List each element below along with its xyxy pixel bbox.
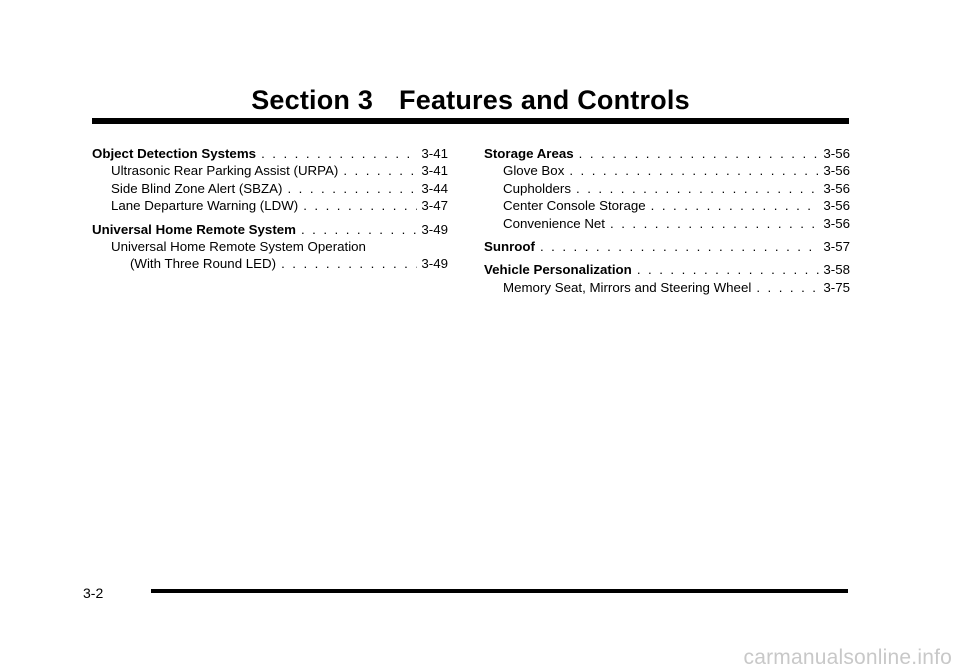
dot-leader bbox=[301, 221, 417, 238]
dot-leader bbox=[756, 279, 819, 296]
toc-entry-title: (With Three Round LED) bbox=[130, 256, 277, 272]
toc-entry-with-three-round-led[interactable] bbox=[92, 255, 448, 272]
toc-column-right bbox=[484, 145, 850, 296]
section-name: Features and Controls bbox=[399, 85, 690, 115]
dot-leader bbox=[540, 238, 819, 255]
toc-entry-page: 3-44 bbox=[421, 180, 448, 196]
toc-entry-title: Storage Areas bbox=[484, 146, 574, 161]
section-title bbox=[92, 84, 849, 116]
toc-entry-title: Universal Home Remote System bbox=[92, 221, 296, 237]
toc-entry-object-detection-systems[interactable] bbox=[92, 145, 448, 162]
page-number: 3-2 bbox=[83, 585, 104, 601]
dot-leader bbox=[576, 180, 819, 197]
dot-leader bbox=[287, 180, 417, 197]
toc-entry-ultrasonic-rear-parking-assist[interactable] bbox=[92, 162, 448, 179]
dot-leader bbox=[569, 162, 819, 179]
toc-entry-title: Lane Departure Warning (LDW) bbox=[111, 198, 299, 214]
dot-leader bbox=[281, 255, 417, 272]
footer-rule bbox=[151, 589, 848, 593]
toc-entry-title: Glove Box bbox=[503, 163, 565, 179]
toc-entry-memory-seat-mirrors-steering-wheel[interactable] bbox=[484, 279, 850, 296]
toc-entry-page: 3-57 bbox=[823, 239, 850, 255]
dot-leader bbox=[303, 197, 417, 214]
toc-entry-glove-box[interactable] bbox=[484, 162, 850, 179]
toc-entry-page: 3-41 bbox=[421, 146, 448, 161]
toc-entry-page: 3-56 bbox=[823, 146, 850, 161]
toc-entry-page: 3-49 bbox=[421, 256, 448, 272]
toc-entry-title: Sunroof bbox=[484, 239, 535, 255]
dot-leader bbox=[261, 145, 417, 162]
toc-entry-page: 3-56 bbox=[823, 198, 850, 214]
toc-entry-title: Convenience Net bbox=[503, 215, 606, 231]
toc-entry-title: Object Detection Systems bbox=[92, 146, 257, 161]
toc-entry-cupholders[interactable] bbox=[484, 180, 850, 197]
section-label: Section 3 bbox=[251, 85, 374, 115]
dot-leader bbox=[651, 197, 820, 214]
toc-entry-side-blind-zone-alert[interactable] bbox=[92, 180, 448, 197]
dot-leader bbox=[343, 162, 417, 179]
toc-entry-title: Side Blind Zone Alert (SBZA) bbox=[111, 180, 283, 196]
toc-entry-universal-home-remote-operation[interactable]: Universal Home Remote System Operation bbox=[111, 239, 366, 255]
toc-entry-universal-home-remote-system[interactable] bbox=[92, 221, 448, 238]
toc-entry-page: 3-49 bbox=[421, 221, 448, 237]
toc-entry-page: 3-56 bbox=[823, 180, 850, 196]
toc-entry-page: 3-58 bbox=[823, 262, 850, 278]
toc-entry-vehicle-personalization[interactable] bbox=[484, 261, 850, 278]
dot-leader bbox=[637, 261, 820, 278]
toc-entry-sunroof[interactable] bbox=[484, 238, 850, 255]
toc-entry-center-console-storage[interactable] bbox=[484, 197, 850, 214]
toc-entry-page: 3-56 bbox=[823, 215, 850, 231]
toc-entry-title: Ultrasonic Rear Parking Assist (URPA) bbox=[111, 163, 339, 179]
toc-entry-page: 3-56 bbox=[823, 163, 850, 179]
toc-entry-title: Center Console Storage bbox=[503, 198, 646, 214]
toc-entry-title: Vehicle Personalization bbox=[484, 262, 632, 278]
dot-leader bbox=[610, 215, 819, 232]
dot-leader bbox=[579, 145, 820, 162]
toc-entry-page: 3-75 bbox=[823, 279, 850, 295]
toc-column-left bbox=[92, 145, 448, 273]
toc-entry-lane-departure-warning[interactable] bbox=[92, 197, 448, 214]
toc-entry-storage-areas[interactable] bbox=[484, 145, 850, 162]
toc-entry-title: Cupholders bbox=[503, 180, 572, 196]
section-header bbox=[92, 84, 849, 124]
header-rule bbox=[92, 118, 849, 124]
watermark: carmanualsonline.info bbox=[743, 646, 952, 669]
toc-entry-convenience-net[interactable] bbox=[484, 215, 850, 232]
toc-entry-title: Memory Seat, Mirrors and Steering Wheel bbox=[503, 279, 752, 295]
toc-entry-page: 3-47 bbox=[421, 198, 448, 214]
toc-entry-page: 3-41 bbox=[421, 163, 448, 179]
